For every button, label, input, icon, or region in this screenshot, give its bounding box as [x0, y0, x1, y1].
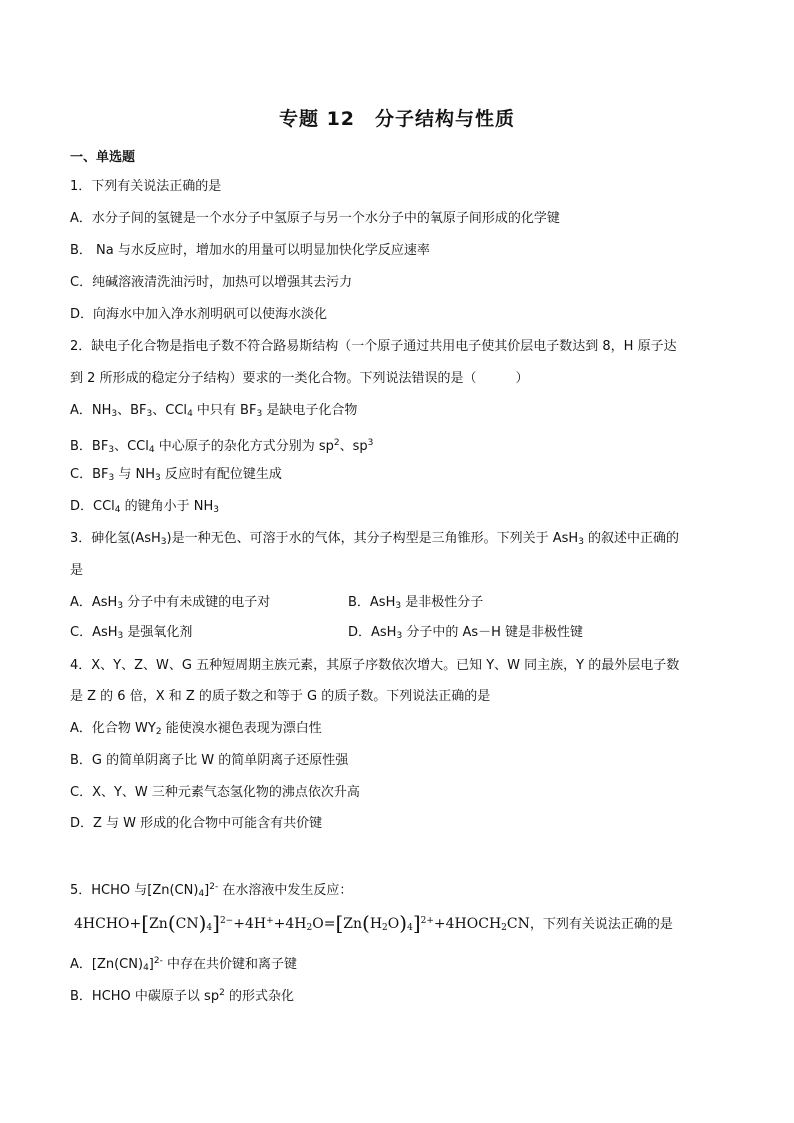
q2-stem-line1: 2．缺电子化合物是指电子数不符合路易斯结构（一个原子通过共用电子使其价层电子数达到 8，H 原子达 — [70, 339, 677, 354]
q2-option-b: B．$BF_3$、CCl$_4$ 中心原子的杂化方式分别为 $sp^2$、$sp^3$ — [70, 438, 374, 455]
q3-stem-line1: 3．砷化氢(AsH$_3$)是一种无色、可溶于水的气体，其分子构型是三角锥形。下列关于 AsH$_3$ 的叙述中正确的 — [70, 531, 680, 547]
q4-option-b: B．G 的简单阴离子比 W 的简单阴离子还原性强 — [70, 753, 349, 768]
q4-option-c: C．X、Y、W 三种元素气态氢化物的沸点依次升高 — [70, 785, 360, 800]
section-heading: 一、单选题 — [70, 150, 136, 165]
q2-option-d: D．CCl$_4$ 的键角小于 $NH_3$ — [70, 499, 220, 515]
q4-stem-line2: 是 Z 的 6 倍，X 和 Z 的质子数之和等于 G 的质子数。下列说法正确的是 — [70, 689, 491, 704]
q3-options-ab — [70, 594, 484, 615]
q1-option-d: D．向海水中加入净水剂明矾可以使海水淡化 — [70, 307, 328, 322]
page-title: 专题 12 分子结构与性质 — [278, 108, 516, 130]
q5-stem: 5．HCHO 与$[Zn(CN)_4]^{2-}$ 在水溶液中发生反应： — [70, 882, 353, 899]
q3-option-a: A．AsH$_3$ 分子中有未成键的电子对 — [70, 595, 271, 611]
q1-option-c: C．纯碱溶液清洗油污时，加热可以增强其去污力 — [70, 275, 353, 290]
q2-option-a: A．$NH_3$、$BF_3$、CCl$_4$ 中只有 $BF_3$ 是缺电子化合物 — [70, 403, 358, 419]
q5-option-b: B．HCHO 中碳原子以 $sp^2$ 的形式杂化 — [70, 988, 294, 1004]
q4-stem-line1: 4．X、Y、Z、W、G 五种短周期主族元素，其原子序数依次增大。已知 Y、W 同主族，Y 的最外层电子数 — [70, 658, 680, 673]
q1-stem: 1．下列有关说法正确的是 — [70, 179, 222, 194]
q5-equation-tail: ，下列有关说法正确的是 — [529, 917, 673, 932]
q2-stem-line2: 到 2 所形成的稳定分子结构）要求的一类化合物。下列说法错误的是（ ） — [70, 371, 529, 386]
q1-option-b: B． Na 与水反应时，增加水的用量可以明显加快化学反应速率 — [70, 243, 430, 258]
q4-option-a: A．化合物 $WY_2$ 能使溴水褪色表现为漂白性 — [70, 721, 322, 737]
q3-option-c: C．AsH$_3$ 是强氧化剂 — [70, 625, 193, 641]
q5-equation: $4HCHO+[Zn(CN)_4]^{2-}+4H^++4H_2O=[Zn(H_2O)_4]^{2+}+4HOCH_2CN$，下列有关说法正确的是 — [74, 911, 673, 935]
q3-options-cd — [70, 624, 584, 645]
q3-stem-line2: 是 — [70, 563, 84, 578]
q2-option-c: C．$BF_3$ 与 $NH_3$ 反应时有配位键生成 — [70, 467, 282, 483]
q5-option-a: A．$[Zn(CN)_4]^{2-}$ 中存在共价键和离子键 — [70, 956, 297, 973]
q3-option-b: B．AsH$_3$ 是非极性分子 — [348, 595, 484, 611]
q1-option-a: A．水分子间的氢键是一个水分子中氢原子与另一个水分子中的氧原子间形成的化学键 — [70, 211, 560, 226]
q3-option-d: D．AsH$_3$ 分子中的 As－H 键是非极性键 — [348, 625, 584, 641]
q4-option-d: D．Z 与 W 形成的化合物中可能含有共价键 — [70, 816, 323, 831]
